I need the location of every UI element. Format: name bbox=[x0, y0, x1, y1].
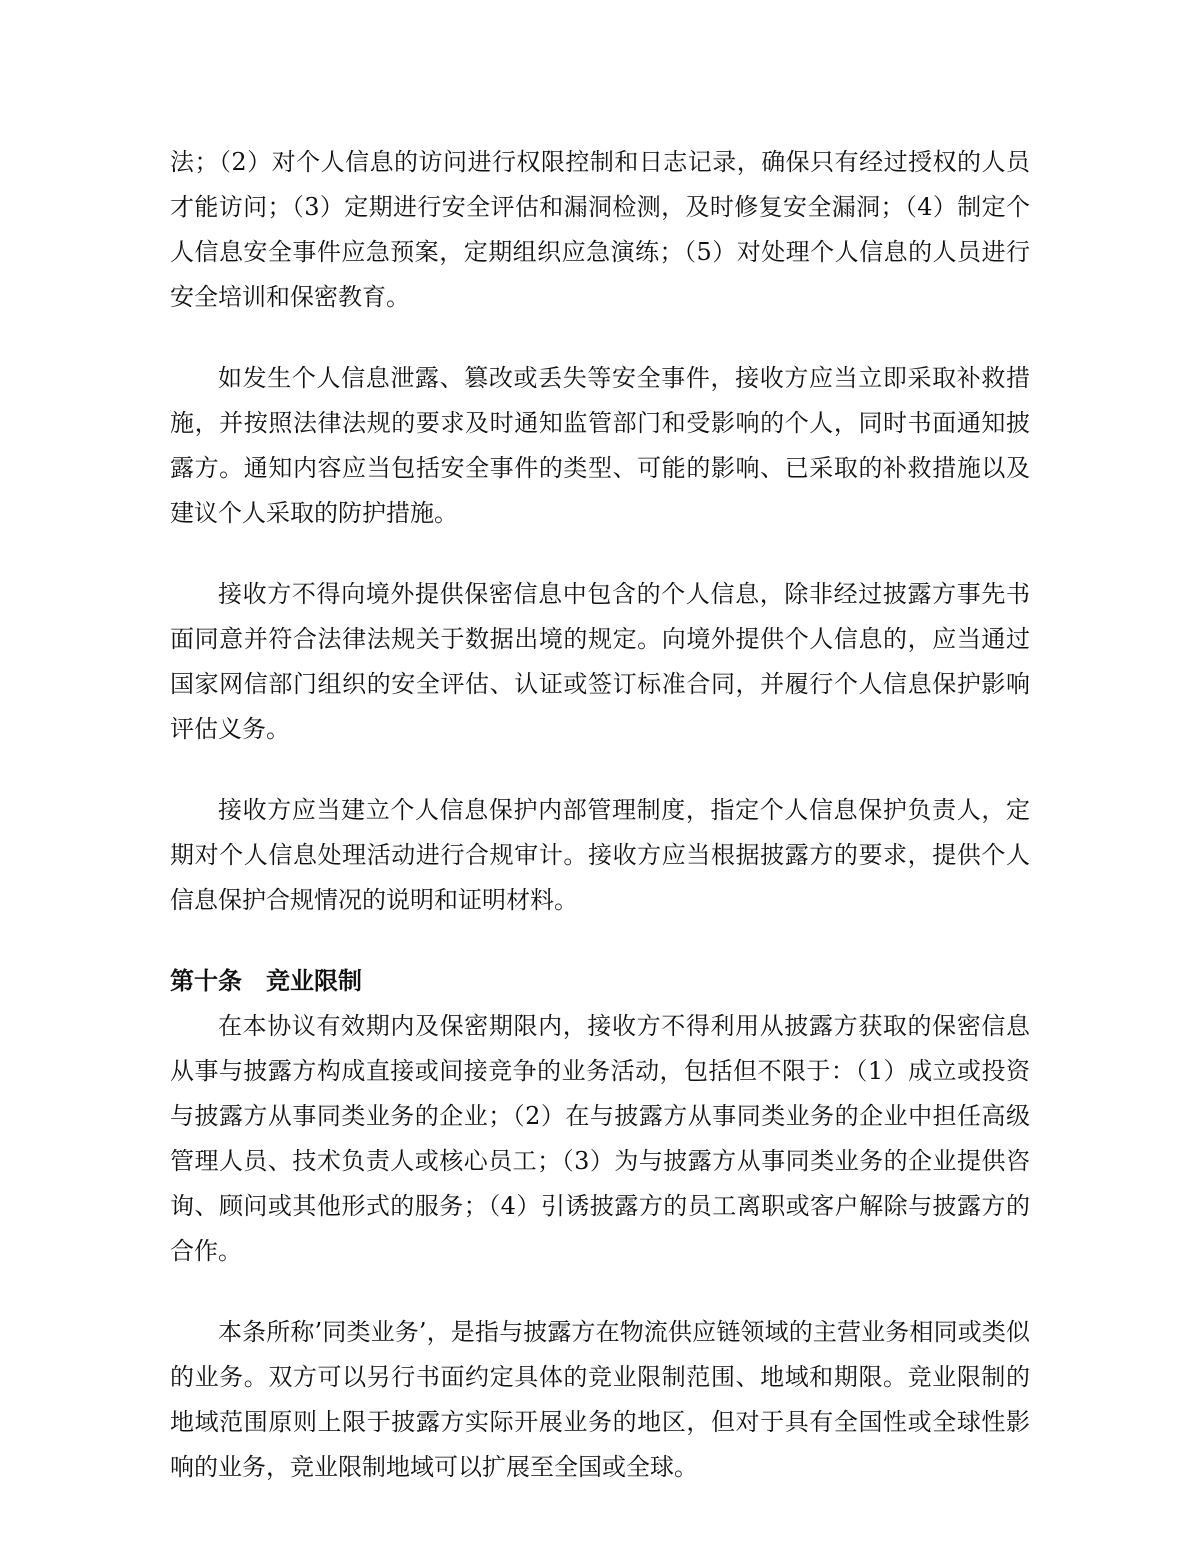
paragraph-similar-business-definition: 本条所称’同类业务’，是指与披露方在物流供应链领域的主营业务相同或类似的业务。双方可以另行书面约定具体的竞业限制范围、地域和期限。竞业限制的地域范围原则上限于披露方实际开展业务的地区，但对于具有全国性或全球性影响的业务，竞业限制地域可以扩展至全国或全球。 bbox=[170, 1318, 1030, 1481]
section-heading bbox=[170, 959, 1030, 1004]
paragraph-cross-border-transfer: 接收方不得向境外提供保密信息中包含的个人信息，除非经过披露方事先书面同意并符合法律法规关于数据出境的规定。向境外提供个人信息的，应当通过国家网信部门组织的安全评估、认证或签订标准合同，并履行个人信息保护影响评估义务。 bbox=[170, 580, 1030, 743]
section-number: 第十条 bbox=[170, 967, 242, 995]
paragraph-security-incident: 如发生个人信息泄露、篡改或丢失等安全事件，接收方应当立即采取补救措施，并按照法律法规的要求及时通知监管部门和受影响的个人，同时书面通知披露方。通知内容应当包括安全事件的类型、可能的影响、已采取的补救措施以及建议个人采取的防护措施。 bbox=[170, 364, 1030, 527]
paragraph-non-compete-scope: 在本协议有效期内及保密期限内，接收方不得利用从披露方获取的保密信息从事与披露方构成直接或间接竞争的业务活动，包括但不限于：（1）成立或投资与披露方从事同类业务的企业；（2）在与披露方从事同类业务的企业中担任高级管理人员、技术负责人或核心员工；（3）为与披露方从事同类业务的企业提供咨询、顾问或其他形式的服务；（4）引诱披露方的员工离职或客户解除与披露方的合作。 bbox=[170, 1012, 1030, 1265]
paragraph-security-measures: 法；（2）对个人信息的访问进行权限控制和日志记录，确保只有经过授权的人员才能访问；（3）定期进行安全评估和漏洞检测，及时修复安全漏洞；（4）制定个人信息安全事件应急预案，定期组织应急演练；（5）对处理个人信息的人员进行安全培训和保密教育。 bbox=[170, 148, 1030, 311]
document-page bbox=[170, 140, 1030, 1490]
section-title: 竞业限制 bbox=[266, 967, 362, 995]
paragraph-internal-management: 接收方应当建立个人信息保护内部管理制度，指定个人信息保护负责人，定期对个人信息处理活动进行合规审计。接收方应当根据披露方的要求，提供个人信息保护合规情况的说明和证明材料。 bbox=[170, 796, 1030, 914]
